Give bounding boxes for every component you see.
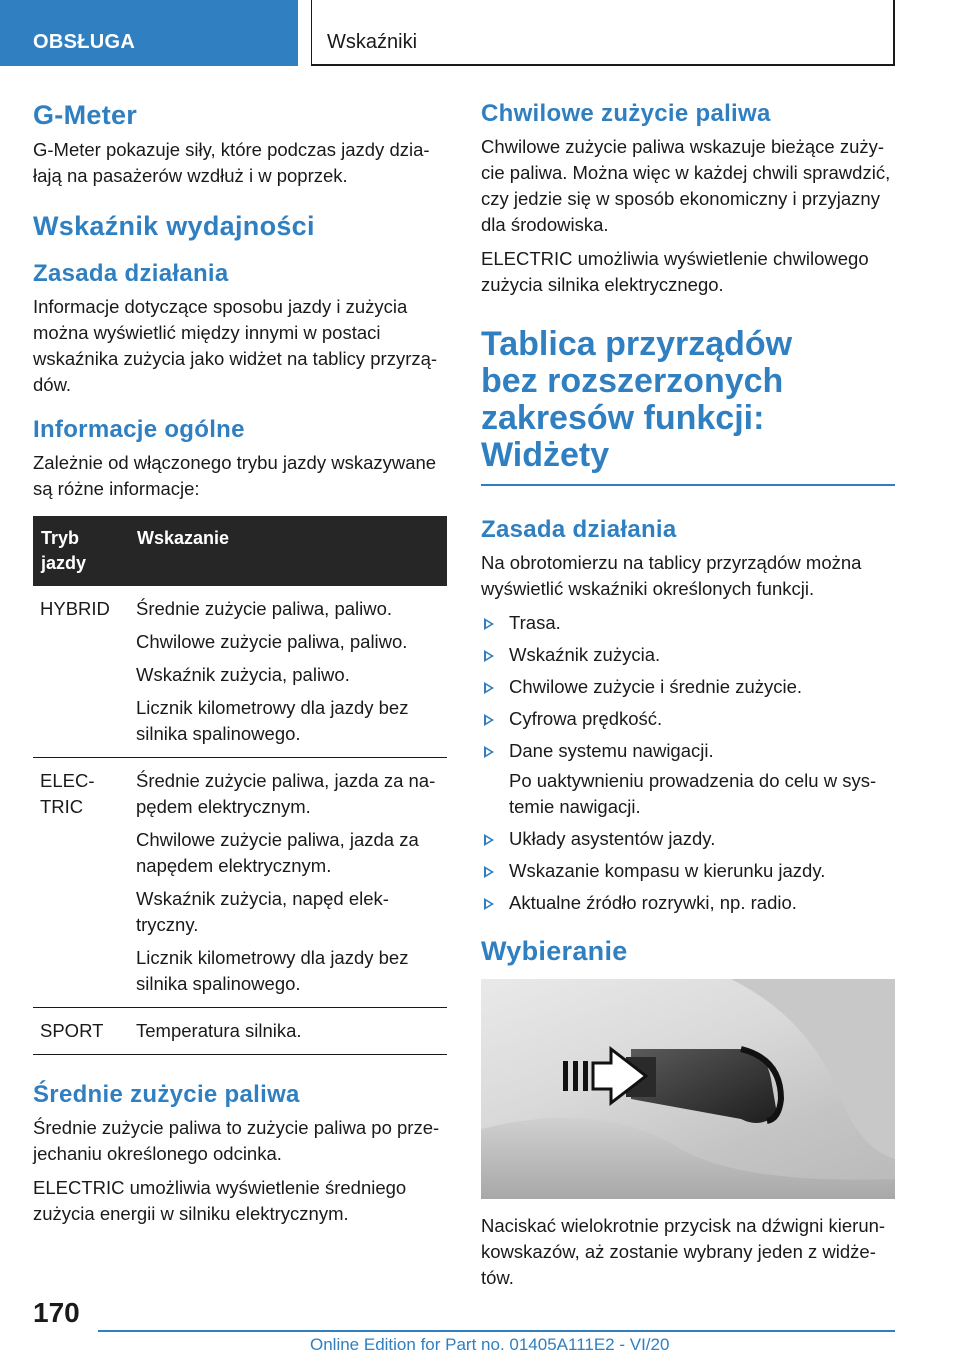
avg-text-1: Średnie zużycie paliwa to zużycie paliwa po prze-jechaniu określonego odcinka. — [33, 1117, 440, 1164]
widget-list — [481, 610, 895, 916]
list-item: Chwilowe zużycie i średnie zużycie. — [481, 674, 895, 700]
list-item: Układy asystentów jazdy. — [481, 826, 895, 852]
table-cell-mode: ELEC-TRIC — [33, 758, 129, 1008]
indication-line: Chwilowe zużycie paliwa, jazda za napędem elektrycznym. — [136, 829, 419, 876]
gmeter-text: G-Meter pokazuje siły, które podczas jazdy dzia-łają na pasażerów wzdłuż i w poprzek. — [33, 139, 430, 186]
section-title-line: zakresów funkcji: Widżety — [481, 399, 765, 474]
triangle-bullet-icon — [484, 834, 494, 846]
table-cell-mode: SPORT — [33, 1008, 129, 1055]
nav-sub-text: Po uaktywnieniu prowadzenia do celu w sys-temie nawigacji. — [509, 770, 877, 817]
general-heading: Informacje ogólne — [33, 416, 245, 443]
footer-divider — [98, 1330, 895, 1332]
indication-line: Wskaźnik zużycia, paliwo. — [136, 664, 350, 685]
principle-heading: Zasada działania — [33, 260, 229, 287]
section-title-line: Tablica przyrządów — [481, 325, 793, 363]
instant-text-1: Chwilowe zużycie paliwa wskazuje bieżące zuży-cie paliwa. Można więc w każdej chwili sprawdzić, czy jedzie się w sposób ekonomiczny i przyjazny dla środowiska. — [481, 136, 891, 235]
select-heading: Wybieranie — [481, 936, 628, 966]
list-item: Trasa. — [481, 610, 895, 636]
efficiency-heading: Wskaźnik wydajności — [33, 211, 315, 241]
table-row — [33, 758, 447, 1008]
table-row — [33, 1008, 447, 1055]
page-number: 170 — [33, 1297, 80, 1328]
widget-principle-heading: Zasada działania — [481, 516, 677, 543]
indication-line: Wskaźnik zużycia, napęd elek-tryczny. — [136, 888, 389, 935]
table-header-row — [33, 516, 447, 586]
list-item: Cyfrowa prędkość. — [481, 706, 895, 732]
instant-text-2: ELECTRIC umożliwia wyświetlenie chwilowego zużycia silnika elektrycznego. — [481, 248, 869, 295]
triangle-bullet-icon — [484, 714, 494, 726]
list-item: Dane systemu nawigacji. Po uaktywnieniu prowadzenia do celu w sys-temie nawigacji. — [481, 738, 895, 820]
avg-text-2: ELECTRIC umożliwia wyświetlenie średniego zużycia energii w silniku elektrycznym. — [33, 1177, 407, 1224]
indication-line: Średnie zużycie paliwa, jazda za na-pędem elektrycznym. — [136, 770, 436, 817]
chapter-title: Wskaźniki — [311, 0, 895, 66]
table-cell-indication — [129, 1008, 447, 1055]
table-cell-mode: HYBRID — [33, 586, 129, 758]
list-item: Aktualne źródło rozrywki, np. radio. — [481, 890, 895, 916]
triangle-bullet-icon — [484, 682, 494, 694]
triangle-bullet-icon — [484, 618, 494, 630]
list-item: Wskazanie kompasu w kierunku jazdy. — [481, 858, 895, 884]
table-cell-indication — [129, 758, 447, 1008]
right-column — [481, 100, 895, 1299]
principle-text: Informacje dotyczące sposobu jazdy i zużycia można wyświetlić między innymi w postaci wskaźnika zużycia jako widżet na tablicy przyrzą-dów. — [33, 296, 438, 395]
section-tab: OBSŁUGA — [0, 0, 298, 66]
triangle-bullet-icon — [484, 866, 494, 878]
indication-line: Chwilowe zużycie paliwa, paliwo. — [136, 631, 408, 652]
gmeter-heading: G-Meter — [33, 100, 138, 130]
turn-signal-lever-photo — [481, 979, 895, 1199]
table-cell-indication — [129, 586, 447, 758]
general-text: Zależnie od włączonego trybu jazdy wskazywane są różne informacje: — [33, 452, 437, 499]
table-header-indication: Wskazanie — [129, 516, 447, 586]
widget-principle-text: Na obrotomierzu na tablicy przyrządów można wyświetlić wskaźniki określonych funkcji. — [481, 552, 862, 599]
triangle-bullet-icon — [484, 898, 494, 910]
triangle-bullet-icon — [484, 746, 494, 758]
list-item: Wskaźnik zużycia. — [481, 642, 895, 668]
section-title-line: bez rozszerzonych — [481, 362, 784, 400]
indication-line: Licznik kilometrowy dla jazdy bez silnika spalinowego. — [136, 697, 409, 744]
drive-mode-table — [33, 516, 447, 1055]
select-text: Naciskać wielokrotnie przycisk na dźwigni kierun-kowskazów, aż zostanie wybrany jeden z widże-tów. — [481, 1215, 886, 1288]
table-row — [33, 586, 447, 758]
indication-line: Temperatura silnika. — [136, 1020, 302, 1041]
section-title — [481, 326, 895, 486]
table-header-mode: Tryb jazdy — [33, 516, 129, 586]
instant-heading: Chwilowe zużycie paliwa — [481, 100, 771, 127]
avg-heading: Średnie zużycie paliwa — [33, 1081, 300, 1108]
lever-illustration — [481, 979, 895, 1199]
footer-edition: Online Edition for Part no. 01405A111E2 - VI/20 — [310, 1335, 670, 1354]
indication-line: Średnie zużycie paliwa, paliwo. — [136, 598, 393, 619]
triangle-bullet-icon — [484, 650, 494, 662]
left-column — [33, 100, 447, 1235]
indication-line: Licznik kilometrowy dla jazdy bez silnika spalinowego. — [136, 947, 409, 994]
